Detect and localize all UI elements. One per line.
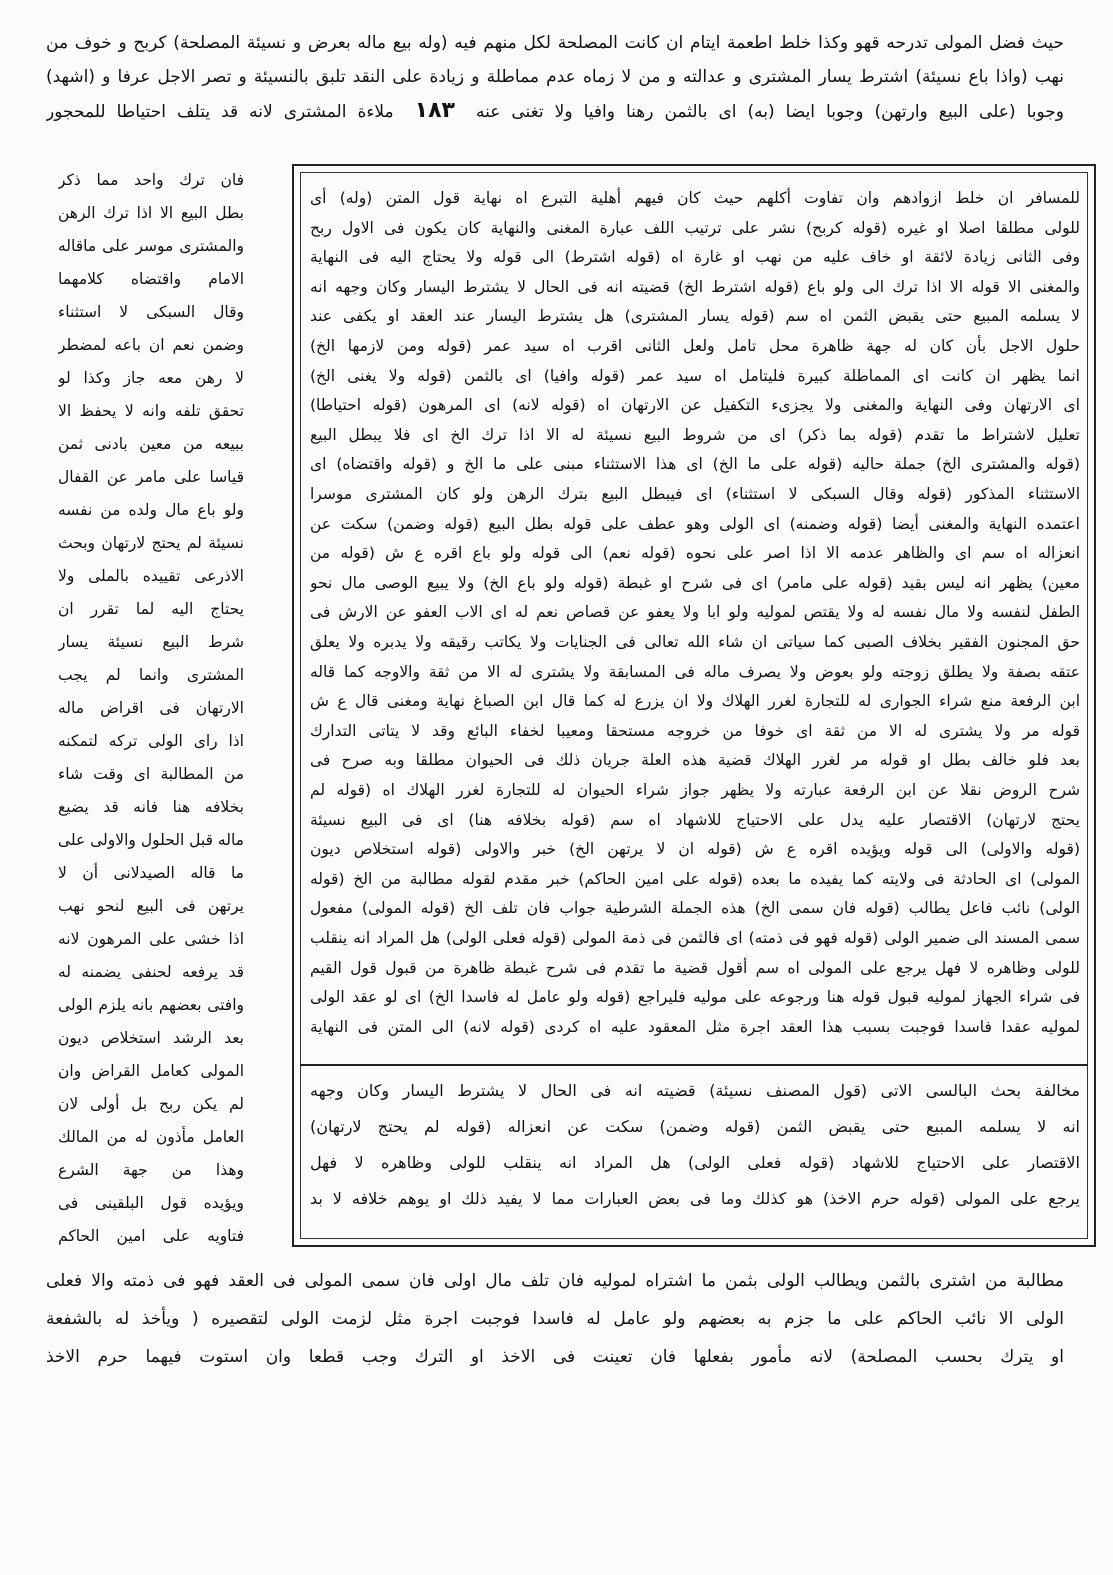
bottom-line-1: مطالبة من اشترى بالثمن ويطالب الولى بثمن ما اشتراه لموليه فان تلف مال اولى فان سمى المولى فى العقد فهو فى ذمته والا فعلى: [46, 1271, 1064, 1291]
side-line: من المطالبة اى وقت شاء: [58, 765, 244, 783]
side-line: والمشترى موسر على ماقاله: [58, 237, 244, 255]
side-line: وضمن نعم ان باعه لمضطر: [58, 336, 244, 354]
side-line: ماله قبل الحلول والاولى على: [58, 831, 244, 849]
side-line: الاذرعى تقييده بالملى ولا: [58, 567, 244, 585]
note-line: مخالفة بحث البالسى الاتى (قول المصنف نسيئة) قضيته انه فى الحال لا يشترط اليسار وكان وجهه: [310, 1081, 1080, 1100]
side-line: نسيئة لم يحتج لارتهان وبحث: [58, 534, 244, 552]
main-line: الولى) نائب فاعل يطالب (قوله فان سمى الخ) هذه الجملة الشرطية جواب فان تلف الخ (قوله المولى) مفعول: [310, 899, 1080, 918]
side-line: بطل البيع الا اذا ترك الرهن: [58, 204, 244, 222]
top-line-3-start: وجوبا (على البيع وارتهن) وجوبا ايضا (به) اى بالثمن رهنا وافيا ولا تغنى عنه: [475, 102, 1064, 122]
main-line: يحتج لارتهان) الاقتصار عليه يدل على الاحتياج للاشهاد اه سم (قوله بخلافه هنا) اى فى البيع نسيئة: [310, 810, 1080, 829]
side-line: قياسا على مامر عن القفال: [58, 468, 244, 486]
commentary-box: [292, 164, 1096, 1247]
main-line: ابن الرفعة منع شراء الجوارى له للتجارة لغرر الهلاك ولا ان يزرع له كما قال ابن الصباغ نهاية ومغنى قال ع ش: [310, 692, 1080, 711]
side-line: تحقق تلفه وانه لا يحفظ الا: [58, 402, 244, 420]
secondary-commentary: [294, 1074, 1094, 1239]
side-line: المشترى وانما لم يجب: [58, 666, 244, 684]
side-line: لم يكن ربح بل أولى لان: [58, 1095, 244, 1113]
main-line: الطفل لنفسه ولا مال نفسه له ولا يقتص لموليه ولو ابا ولا يعفو عن قصاص نعم له اى الاب العفو عن الارش فى: [310, 603, 1080, 622]
top-line-2: نهب (واذا باع نسيئة) اشترط يسار المشترى و عدالته و من لا زماه عدم مماطلة و زيادة على النقد تلبق بالنسيئة و تصر الاجل عرفا و (اشهد): [46, 67, 1064, 87]
main-line: (قوله والاولى) الى قوله ويؤيده اقره ع ش (قوله ان لا يرتهن الخ) خبر والاولى (قوله استخلاص ديون: [310, 840, 1080, 859]
side-margin-column: [58, 164, 244, 1254]
main-line: حلول الاجل بأن كان له جهة ظاهرة محل تامل ولعل الثانى اقرب اه سيد عمر (قوله ومن لازمها الخ): [310, 337, 1080, 355]
main-line: قوله مر ولا يشترى له الا من ثقة اى خوفا من خروجه مستحقا ومعيبا لخفاء البائع وقد لا يتاتى التدارك: [310, 721, 1080, 740]
main-line: سمى المسند الى ضمير الولى (قوله فهو فى ذمته) اى فالثمن فى ذمة المولى (قوله فعلى الولى) هل المراد انه ينقلب: [310, 929, 1080, 947]
side-line: شرط البيع نسيئة يسار: [58, 633, 244, 651]
main-line: بعد فلو خالف بطل او قوله مر لغرر الهلاك قضية هذه العلة جريان ذلك فى الحيوان مطلقا وبه صرح فى: [310, 751, 1080, 770]
side-line: قد يرفعه لحنفى يضمنه له: [58, 963, 244, 981]
main-line: للولى مطلقا اصلا او غيره (قوله كربح) نشر على ترتيب اللف عبارة المغنى والنهاية كان يكون فى الاول ربح: [310, 218, 1080, 237]
main-line: (قوله والمشترى الخ) جملة حاليه (قوله على ما الخ) اى هذا الاستثناء مبنى على ما الخ و (قوله واقتضاه) اى: [310, 455, 1080, 474]
main-line: للولى وظاهره لا فهل يرجع على المولى اه سم أقول قضية ما تقدم فى شرح غبطة ظاهرة من قبول قول القيم: [310, 958, 1080, 977]
note-line: الاقتصار على الاحتياج للاشهاد (قوله فعلى الولى) هل المراد انه ينقلب للولى وظاهره لا فهل: [310, 1153, 1080, 1172]
commentary-divider: [300, 1064, 1088, 1066]
top-line-1: حيث فضل المولى تدرحه قهو وكذا خلط اطعمة ايتام ان كانت المصلحة لكل منهم فيه (وله بيع ماله بعرض و نسيئة المصلحة) كربح و خوف من: [46, 33, 1064, 53]
side-line: بخلافه هنا فانه قد يضيع: [58, 798, 244, 816]
main-line: معين) يظهر انه ليس بقيد (قوله على مامر) اى فى شرح او غبطة (قوله ولو باع الخ) ولا يبيع الوصى مال نحو: [310, 573, 1080, 592]
bottom-line-3: او يترك بحسب المصلحة) لانه مأمور بفعلها فان تعينت فى الاخذ او الترك وجب قطعا وان استوت فيهما حرم الاخذ: [46, 1347, 1064, 1367]
side-line: فان ترك واحد مما ذكر: [58, 171, 244, 189]
main-line: الاستثناء المذكور (قوله وقال السبكى لا استثناء) اى فيبطل البيع بترك الرهن ولو كان المشترى موسرا: [310, 485, 1080, 503]
main-line: حق المجنون الفقير بخلاف الصبى كما سياتى ان شاء الله تعالى فى الجنايات ولا يكاتب رقيقه ولا يدبره ولا يعلق: [310, 633, 1080, 651]
top-line-3-end: ملاءة المشترى لانه قد يتلف احتياطا للمحجور: [46, 102, 394, 122]
side-line: يحتاج اليه لما تقرر ان: [58, 600, 244, 618]
bottom-line-2: الولى الا نائب الحاكم على ما جزم به بعضهم ولو عامل له فاسدا فوجبت اجرة مثل لزمت الولى لتقصيره ( ويأخذ له بالشفعة: [46, 1309, 1064, 1329]
side-line: الامام واقتضاه كلامهما: [58, 270, 244, 288]
main-line: لموليه عقدا فاسدا فوجبت بسبب هذا العقد اجرة مثل المعقود عليه اه كردى (قوله لانه) الى المتن فى النهاية: [310, 1017, 1080, 1036]
side-line: اذا خشى على المرهون لانه: [58, 930, 244, 948]
main-line: انما يظهر ان كانت اى المماطلة كبيرة فليتامل اه سيد عمر (قوله وافيا) اى بالثمن (قوله ولا يغنى الخ): [310, 366, 1080, 385]
main-line: انعزاله اه سم اى والظاهر عدمه الا اذا اصر على نحوه (قوله نعم) الى قوله ولو باع اقره ع ش (قوله من: [310, 544, 1080, 563]
side-line: العامل مأذون له من المالك: [58, 1128, 244, 1146]
side-line: المولى كعامل القراض وان: [58, 1062, 244, 1080]
main-line: شرح الروض نقلا عن ابن الرفعة عبارته ولا يظهر جواز شراء الحيوان له للتجارة لغرر الهلاك اه (قوله لم: [310, 781, 1080, 799]
side-line: يرتهن فى البيع لنحو نهب: [58, 897, 244, 915]
page-number: ١٨٣: [414, 98, 455, 123]
side-line: وافتى بعضهم بانه يلزم الولى: [58, 996, 244, 1014]
main-line: المولى) اى الحادثة فى ولايته كما يفيده ما بعده (قوله على امين الحاكم) خبر مقدم لقوله مطالبة من الخ (قوله: [310, 869, 1080, 888]
main-line: والمغنى الا قوله الا اذا ترك الى ولو باع (قوله اشترط الخ) قضيته انه فى الحال لا يشترط اليسار وكان وجهه انه: [310, 277, 1080, 296]
main-line: لا يسلمه المبيع حتى يقبض الثمن اه سم (قوله يسار المشترى) هل يشترط اليسار عند العقد او يكفى عند: [310, 307, 1080, 326]
side-line: ولو باع مال ولده من نفسه: [58, 501, 244, 519]
main-line: اى الارتهان وفى النهاية والمغنى ولا يجزىء التكفيل عن الارتهان اه (قوله لانه) اى المرهون (قوله احتياطا): [310, 396, 1080, 415]
main-line: اعتمده النهاية والمغنى أيضا (قوله وضمنه) اى الولى وهو عطف على قوله بطل البيع (قوله وضمن) سكت عن: [310, 514, 1080, 533]
side-line: الارتهان فى اقراض ماله: [58, 699, 244, 717]
main-line: [310, 1040, 1080, 1073]
main-line: للمسافر ان خلط ازوادهم وان تفاوت أكلهم حيث كان فيهم أهلية التبرع اه نهاية قول المتن (وله) أى: [310, 189, 1080, 207]
side-line: وقال السبكى لا استثناء: [58, 303, 244, 321]
side-line: ببيعه من معين بادنى ثمن: [58, 435, 244, 453]
side-line: اذا راى الولى تركه لتمكنه: [58, 732, 244, 750]
side-line: لا رهن معه جاز وكذا لو: [58, 369, 244, 387]
main-line: فى شراء الجهاز لموليه قبول قوله هنا ورجوعه على موليه فليراجع (قوله ولو عامل له فاسدا الخ) اى لو عقد الولى: [310, 988, 1080, 1007]
top-line-3: [46, 94, 1064, 128]
note-line: يرجع على المولى (قوله حرم الاخذ) هو كذلك وما فى بعض العبارات مما لا يفيد ذلك او يوهم خلافه لا بد: [310, 1189, 1080, 1208]
side-line: فتاويه على امين الحاكم: [58, 1227, 244, 1245]
main-line: وفى الثانى زيادة لائقة او خاف عليه من نهب او غارة اه (قوله اشترط) الى قوله ولا يحتاج اليه فى النهاية: [310, 248, 1080, 267]
side-line: ما قاله الصيدلانى أن لا: [58, 864, 244, 882]
main-line: عتقه بصفة ولا يطلق زوجته ولو بعوض ولا يصرف ماله فى المسابقة ولا يشترى له الا من ثقة والاوجه كما قاله: [310, 662, 1080, 681]
note-line: انه لا يسلمه المبيع حتى يقبض الثمن (قوله وضمن) سكت عن انعزاله (قوله لم يحتج لارتهان): [310, 1117, 1080, 1136]
main-commentary: [294, 182, 1094, 1062]
side-line: ويؤيده قول البلقينى فى: [58, 1194, 244, 1212]
main-line: تعليل لاشتراط ما تقدم (قوله بما ذكر) اى من شروط البيع نسيئة له الا اذا ترك الخ اى فلا يبطل البيع: [310, 425, 1080, 444]
side-line: بعد الرشد استخلاص ديون: [58, 1029, 244, 1047]
side-line: وهذا من جهة الشرع: [58, 1161, 244, 1179]
